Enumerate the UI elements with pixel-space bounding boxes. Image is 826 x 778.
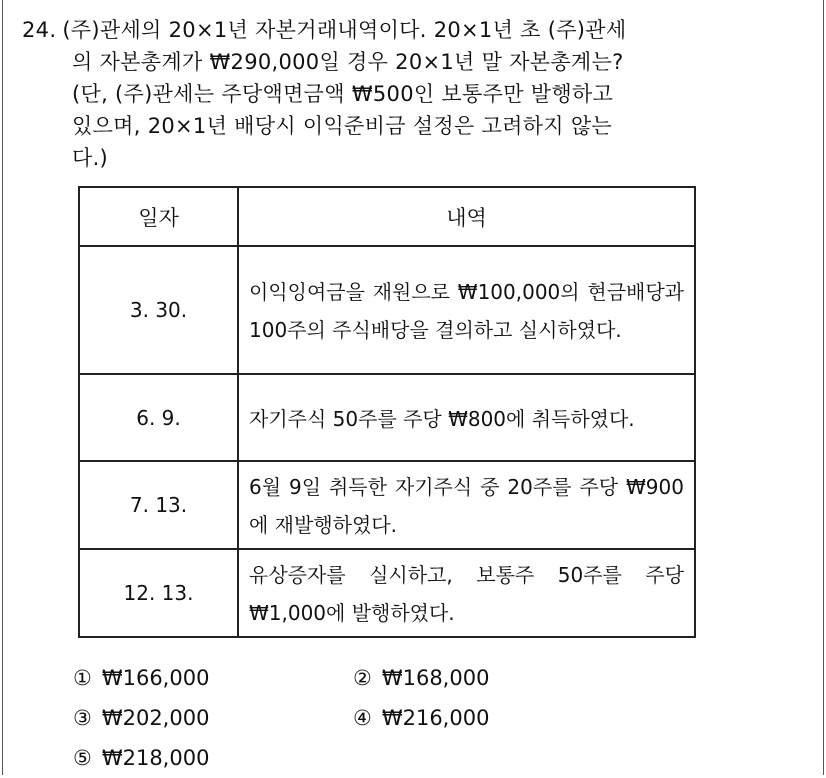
table-row [79, 461, 695, 549]
question-stem [22, 14, 812, 174]
option-2[interactable] [353, 666, 633, 690]
question-line: 의 자본총계가 ₩290,000일 경우 20×1년 말 자본총계는? [72, 50, 624, 74]
table-row [79, 549, 695, 637]
header-date: 일자 [79, 187, 238, 246]
capital-transactions-table [78, 186, 696, 638]
option-4[interactable] [353, 706, 633, 730]
table-row [79, 246, 695, 374]
question-line [22, 14, 812, 46]
row-date: 6. 9. [79, 374, 238, 461]
page-border-left [2, 0, 3, 775]
row-description: 자기주식 50주를 주당 ₩800에 취득하였다. [238, 374, 695, 461]
option-value: ₩166,000 [101, 666, 210, 690]
table-row [79, 374, 695, 461]
header-details: 내역 [238, 187, 695, 246]
option-value: ₩216,000 [381, 706, 490, 730]
row-description: 이익잉여금을 재원으로 ₩100,000의 현금배당과 100주의 주식배당을 결의하고 실시하였다. [238, 246, 695, 374]
row-date: 3. 30. [79, 246, 238, 374]
option-marker: ① [73, 666, 92, 690]
options-row [73, 698, 633, 738]
option-1[interactable] [73, 666, 353, 690]
row-date: 7. 13. [79, 461, 238, 549]
table-header-row [79, 187, 695, 246]
option-marker: ④ [353, 706, 372, 730]
question-number: 24. [22, 18, 57, 42]
option-5[interactable] [73, 746, 355, 770]
question-line: 있으며, 20×1년 배당시 이익준비금 설정은 고려하지 않는 [72, 114, 613, 138]
row-date: 12. 13. [79, 549, 238, 637]
question-text: (주)관세의 20×1년 자본거래내역이다. 20×1년 초 (주)관세 [62, 18, 627, 42]
option-3[interactable] [73, 706, 353, 730]
option-marker: ③ [73, 706, 92, 730]
option-value: ₩202,000 [101, 706, 210, 730]
options-row [73, 658, 633, 698]
row-description: 6월 9일 취득한 자기주식 중 20주를 주당 ₩900에 재발행하였다. [238, 461, 695, 549]
option-value: ₩168,000 [381, 666, 490, 690]
page-border-right [823, 0, 824, 775]
option-marker: ② [353, 666, 372, 690]
row-description: 유상증자를 실시하고, 보통주 50주를 주당 ₩1,000에 발행하였다. [238, 549, 695, 637]
question-line: (단, (주)관세는 주당액면금액 ₩500인 보통주만 발행하고 [72, 82, 614, 106]
question-line: 다.) [72, 146, 109, 170]
option-marker: ⑤ [73, 746, 92, 770]
options-row [73, 738, 633, 778]
option-value: ₩218,000 [101, 746, 210, 770]
answer-options [73, 658, 633, 778]
